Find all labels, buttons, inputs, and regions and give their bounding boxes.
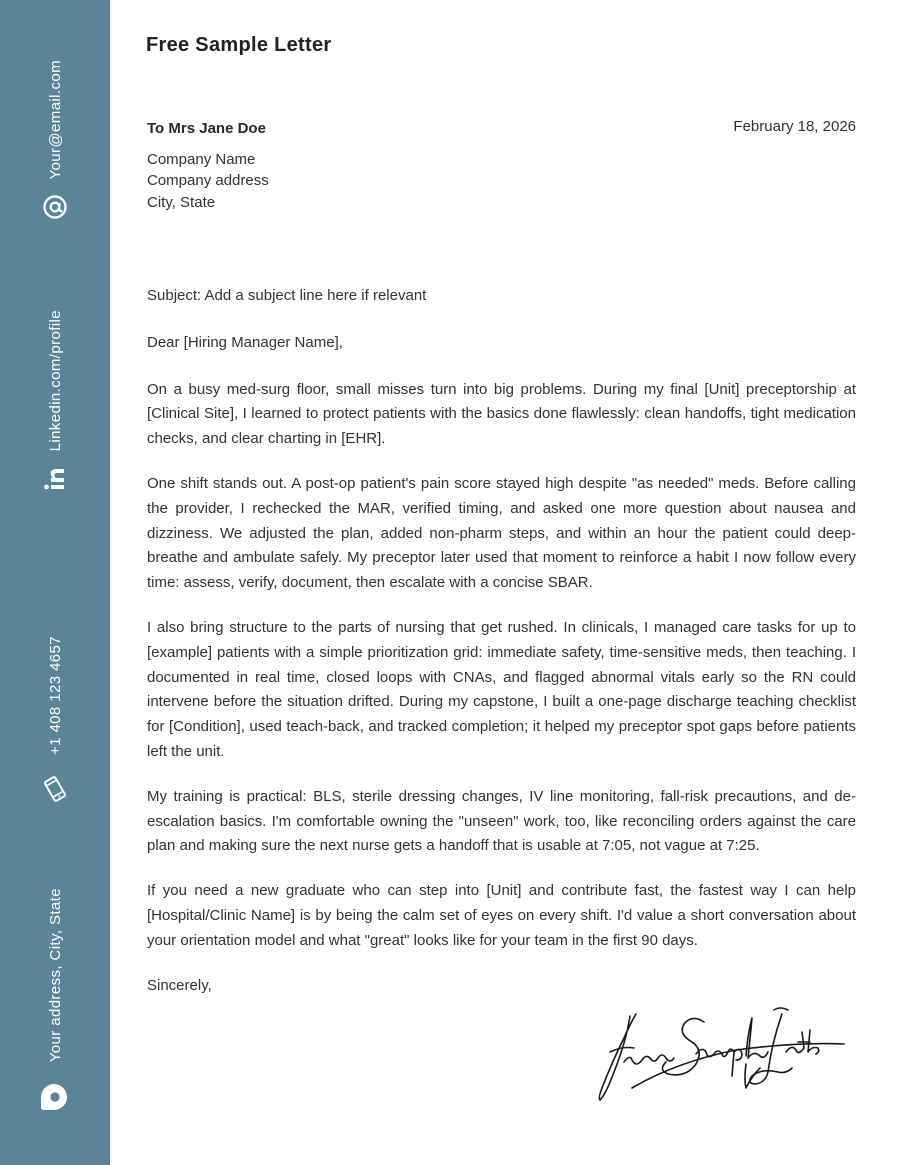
body-paragraph: If you need a new graduate who can step into [Unit] and contribute fast, the fastest way I can help [Hospital/Clinic Name] is by being the calm set of eyes on every shift. I'd value a short conversation about your orientation model and what "great" looks like for your team in the first 90 days. [147, 882, 856, 949]
company-city: City, State [147, 193, 216, 211]
linkedin-text[interactable]: Linkedin.com/profile [46, 310, 64, 452]
body-paragraph: My training is practical: BLS, sterile dressing changes, IV line monitoring, fall-risk precautions, and de-escalation basics. I'm comfortable owning the "unseen" work, too, like reconciling orders against the care plan and making sure the next nurse gets a handoff that is usable at 7:05, not vague at 7:25. [147, 787, 856, 855]
contact-sidebar [0, 0, 110, 1165]
phone-contact [0, 636, 110, 803]
phone-icon [41, 775, 69, 803]
linkedin-contact [0, 310, 110, 491]
address-contact [0, 888, 110, 1114]
body-paragraph: On a busy med-surg floor, small misses turn into big problems. During my final [Unit] preceptorship at [Clinical Site], I learned to protect patients with the basics done flawlessly: clean handoffs, tight medication checks, and clear charting in [EHR]. [147, 380, 856, 448]
company-name: Company Name [147, 150, 256, 168]
location-pin-icon [38, 1080, 72, 1114]
body-paragraph: I also bring structure to the parts of nursing that get rushed. In clinicals, I managed care tasks for up to [example] patients with a simple prioritization grid: immediate safety, time-sensitive meds, then teaching. I documented in real time, closed loops with CNAs, and flagged abnormal vitals early so the RN could intervene before the situation drifted. During my capstone, I built a one-page discharge teaching checklist for [Condition], used teach-back, and tracked completion; it helped my preceptor spot gaps before patients left the unit. [147, 618, 856, 760]
closing: Sincerely, [147, 976, 212, 994]
email-contact [0, 60, 110, 220]
address-text[interactable]: Your address, City, State [46, 888, 64, 1063]
body-paragraph: One shift stands out. A post-op patient's pain score stayed high despite "as needed" meds. Before calling the provider, I rechecked the MAR, verified timing, and asked one more question about nausea and dizziness. We adjusted the plan, added non-pharm steps, and within an hour the patient could deep-breathe and ambulate safely. My preceptor later used that moment to reinforce a habit I now follow every time: assess, verify, document, then escalate with a concise SBAR. [147, 474, 856, 592]
linkedin-icon [43, 467, 67, 491]
greeting: Dear [Hiring Manager Name], [147, 333, 343, 351]
company-address: Company address [147, 172, 269, 189]
at-icon [42, 194, 68, 220]
subject-line: Subject: Add a subject line here if relevant [147, 287, 427, 304]
letter-body [147, 284, 856, 1018]
letter-date: February 18, 2026 [733, 118, 856, 135]
phone-text[interactable]: +1 408 123 4657 [46, 636, 64, 756]
email-text[interactable]: Your@email.com [46, 60, 64, 180]
recipient-name: To Mrs Jane Doe [147, 120, 266, 137]
signature-image [596, 1002, 846, 1106]
page-title: Free Sample Letter [146, 34, 332, 56]
recipient-block [147, 118, 269, 213]
